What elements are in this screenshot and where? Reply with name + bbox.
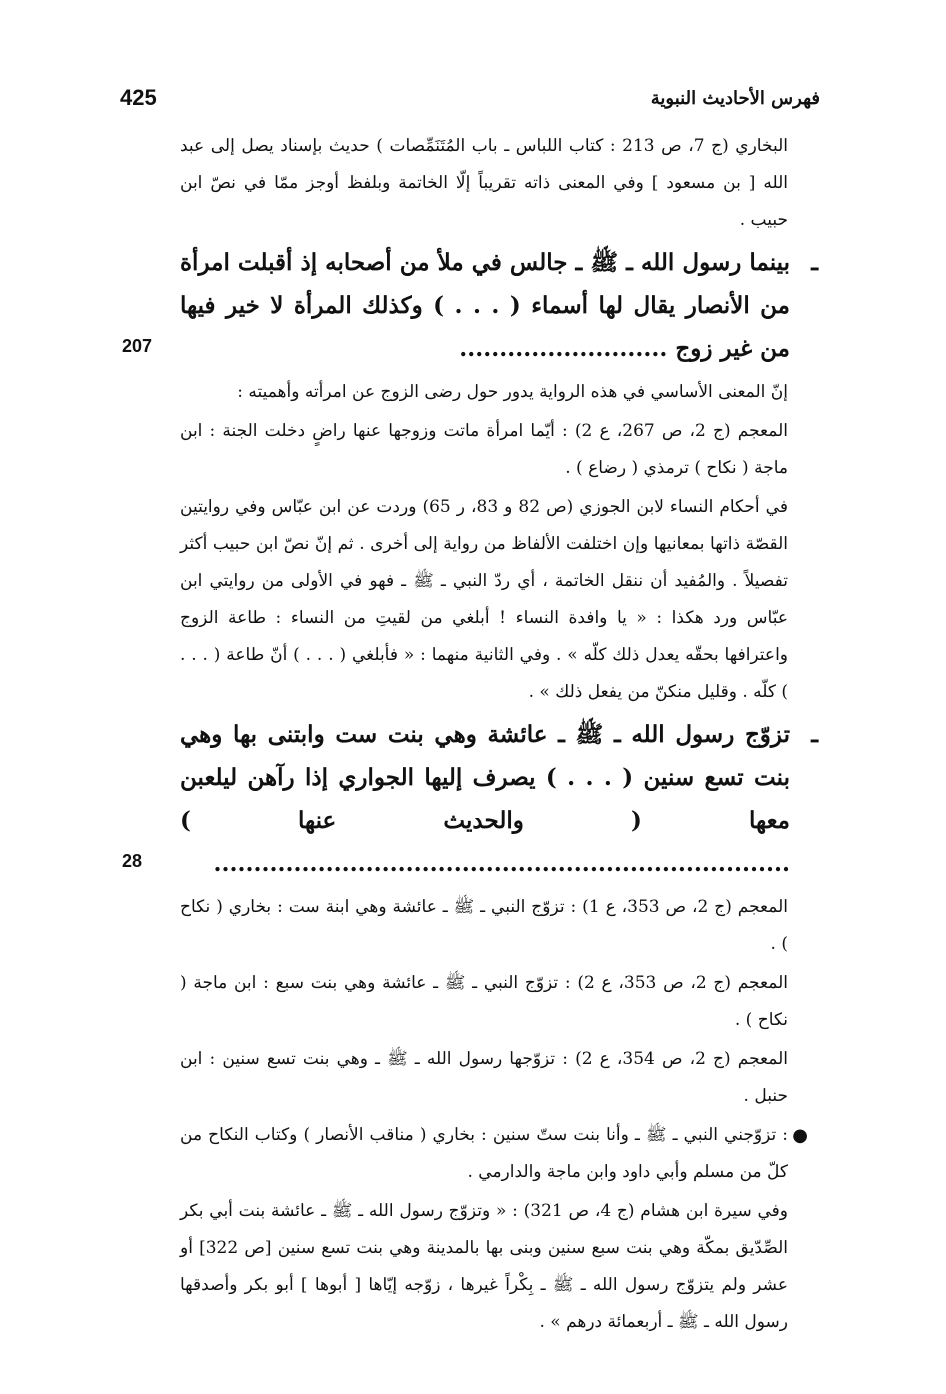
paragraph-bukhari-note: البخاري (ج 7، ص 213 : كتاب اللباس ـ باب المُتَنَمِّصات ) حديث بإسناد يصل إلى عبد الله [ بن مسعود ] وفي المعنى ذاته تقريباً إلّا الخاتمة وبلفظ أوجز ممّا في نصّ ابن حبيب .	[180, 136, 788, 230]
hadith-entry-asma	[122, 241, 818, 370]
paragraph-mujam-2: المعجم (ج 2، ص 353، ع 2) : تزوّج النبي ـ ﷺ ـ عائشة وهي بنت سبع : ابن ماجة ( نكاح ) .	[180, 973, 788, 1030]
page-number: 425	[120, 85, 157, 110]
paragraph-ibn-al-jawzi: في أحكام النساء لابن الجوزي (ص 82 و 83، ر 65) وردت عن ابن عبّاس وفي روايتين القصّة ذاتها بمعانيها وإن اختلفت الألفاظ من رواية إلى أخرى . ثم إنّ نصّ ابن حبيب أكثر تفصيلاً . والمُفيد أن ننقل الخاتمة ، أي ردّ النبي ـ ﷺ ـ فهو في الأولى من روايتي ابن عبّاس ورد هكذا : « يا وافدة النساء ! أبلغي من لقيتِ من النساء : طاعة الزوج واعترافها بحقّه يعدل ذلك كلّه » . وفي الثانية منهما : « فأبلغي ( . . . ) أنّ طاعة ( . . . ) كلّه . وقليل منكنّ من يفعل ذلك » .	[180, 497, 788, 702]
hadith-text: بينما رسول الله ـ ﷺ ـ جالس في ملأ من أصحابه إذ أقبلت امرأة من الأنصار يقال لها أسماء ( . . . ) وكذلك المرأة لا خير فيها من غير زوج ..........................	[180, 249, 790, 362]
paragraph-mujam-1: المعجم (ج 2، ص 353، ع 1) : تزوّج النبي ـ ﷺ ـ عائشة وهي ابنة ست : بخاري ( نكاح ) .	[180, 897, 788, 954]
bullet-text: : تزوّجني النبي ـ ﷺ ـ وأنا بنت ستّ سنين : بخاري ( مناقب الأنصار ) وكتاب النكاح من كلّ من مسلم وأبي داود وابن ماجة والدارمي .	[180, 1125, 788, 1182]
paragraph-ibn-hisham: وفي سيرة ابن هشام (ج 4، ص 321) : « وتزوّج رسول الله ـ ﷺ ـ عائشة بنت أبي بكر الصِّدّيق بمكّة وهي بنت سبع سنين وبنى بها بالمدينة وهي بنت تسع سنين [ص 322] أو عشر ولم يتزوّج رسول الله ـ ﷺ ـ بِكْراً غيرها ، زوّجه إيّاها [ أبوها ] أبو بكر وأصدقها رسول الله ـ ﷺ ـ أربعمائة درهم » .	[180, 1201, 788, 1332]
page-reference: 207	[122, 336, 153, 356]
entry-dash: ـ	[811, 721, 818, 748]
paragraph-mujam-3: المعجم (ج 2، ص 354، ع 2) : تزوّجها رسول الله ـ ﷺ ـ وهي بنت تسع سنين : ابن حنبل .	[180, 1049, 788, 1106]
hadith-text: تزوّج رسول الله ـ ﷺ ـ عائشة وهي بنت ست وابتنى بها وهي بنت تسع سنين ( . . . ) يصرف إليها الجواري إذا رآهن ليلعبن معها ( والحديث عنها ) ........................................................................	[180, 721, 790, 877]
page-body	[122, 128, 818, 1343]
paragraph-mujam-reference: المعجم (ج 2، ص 267، ع 2) : أيّما امرأة ماتت وزوجها عنها راضٍ دخلت الجنة : ابن ماجة ( نكاح ) ترمذي ( رضاع ) .	[180, 421, 788, 478]
bullet-icon: ●	[792, 1125, 808, 1146]
paragraph-meaning: إنّ المعنى الأساسي في هذه الرواية يدور حول رضى الزوج عن امرأته وأهميته :	[237, 382, 788, 402]
paragraph-bullet	[180, 1117, 812, 1191]
page-header	[120, 80, 820, 116]
entry-dash: ـ	[811, 249, 818, 276]
running-title: فهرس الأحاديث النبوية	[650, 87, 820, 109]
page-reference: 28	[122, 851, 143, 871]
hadith-entry-aisha	[122, 713, 818, 885]
